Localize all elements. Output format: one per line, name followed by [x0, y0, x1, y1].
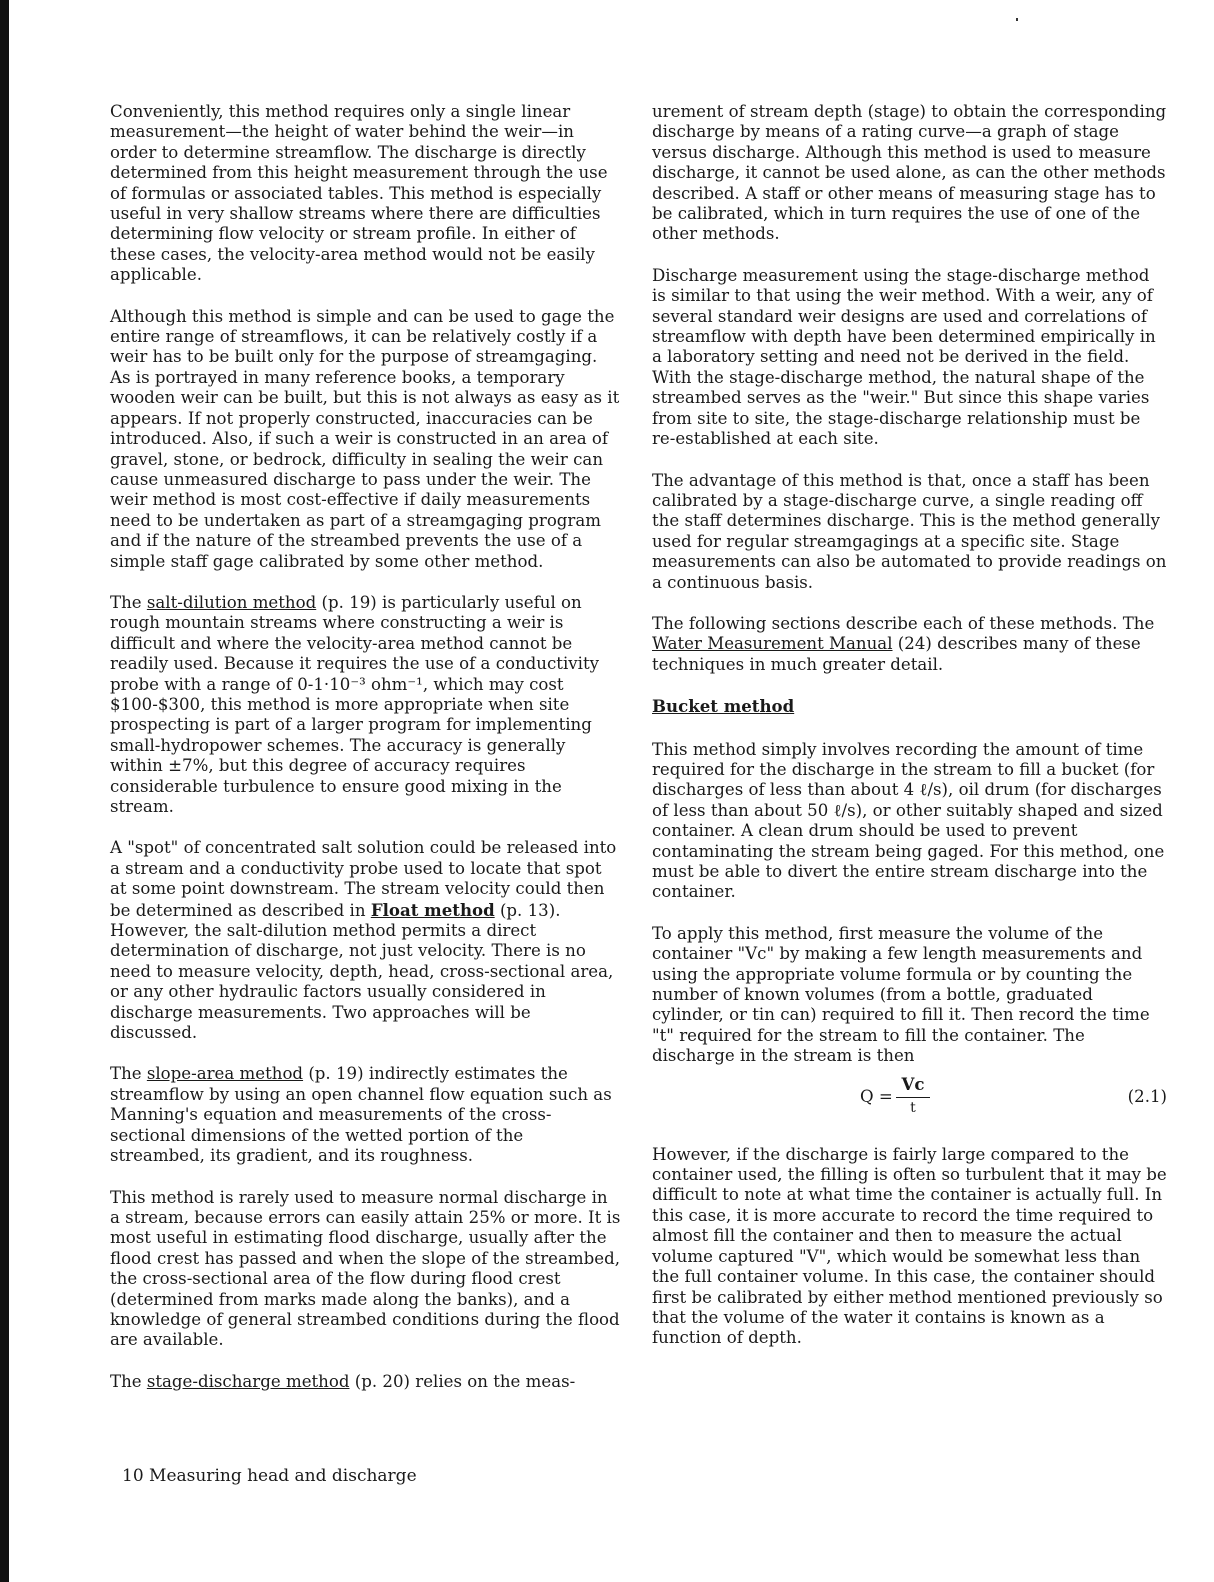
right-column — [652, 102, 1167, 1370]
paragraph-slope-area-usage: This method is rarely used to measure normal discharge in a stream, because errors can easily attain 25% or more. It is most useful in estimating flood discharge, usually after the flood crest has passed and when the slope of the streambed, the cross-sectional area of the flow during flood crest (determined from marks made along the banks), and a knowledge of general streambed conditions during the flood are available. — [110, 1187, 621, 1350]
equation-fraction — [896, 1073, 930, 1118]
paragraph-weir-convenience: Conveniently, this method requires only a single linear measurement—the height of water behind the weir—in order to determine streamflow. The discharge is directly determined from this height measurement through the use of formulas or associated tables. This method is especially useful in very shallow streams where there are difficulties determining flow velocity or stream profile. In either of these cases, the velocity-area method would not be easily applicable. — [110, 102, 608, 285]
slope-area-link[interactable]: slope-area method — [146, 1064, 304, 1084]
paragraph-bucket-turbulence: However, if the discharge is fairly large compared to the container used, the filling is often so turbulent that it may be difficult to note at what time the container is actually full. In this case, it is more accurate to record the time required to almost fill the container and then to measure the actual volume captured "V", which would be somewhat less than the full container volume. In this case, the container should first be calibrated by either method mentioned previously so that the volume of the water it contains is known as a function of depth. — [652, 1144, 1167, 1348]
paragraph-sections-intro: The following sections describe each of these methods. The Water Measurement Manual (24) describes many of these techniques in much greater detail. — [652, 613, 1155, 674]
paragraph-stage-advantage: The advantage of this method is that, once a staff has been calibrated by a stage-discharge curve, a single reading off the staff determines discharge. This is the method generally used for regular streamgagings at a specific site. Stage measurements can also be automated to provide readings on a continuous basis. — [652, 470, 1167, 592]
paragraph-stage-measurement: urement of stream depth (stage) to obtain the corresponding discharge by means of a rating curve—a graph of stage versus discharge. Although this method is used to measure discharge, it cannot be used alone, as can the other methods described. A staff or other means of measuring stage has to be calibrated, which in turn requires the use of one of the other methods. — [652, 102, 1167, 244]
equation-2-1 — [652, 1073, 1167, 1125]
float-method-link[interactable]: Float method — [370, 899, 495, 920]
salt-dilution-link[interactable]: salt-dilution method — [146, 592, 317, 612]
paragraph-bucket-procedure: To apply this method, first measure the volume of the container "Vc" by making a few length measurements and using the appropriate volume formula or by counting the number of known volumes (from a bottle, graduated cylinder, or tin can) required to fill it. Then record the time "t" required for the stream to fill the container. The discharge in the stream is then — [652, 923, 1150, 1066]
scan-left-edge — [0, 0, 9, 1582]
paragraph-slope-area: The slope-area method (p. 19) indirectly estimates the streamflow by using an open channel flow equation such as Manning's equation and measurements of the cross-sectional dimensions of the wetted portion of the streambed, its gradient, and its roughness. — [110, 1064, 612, 1166]
paragraph-stage-vs-weir: Discharge measurement using the stage-discharge method is similar to that using the weir method. With a weir, any of several standard weir designs are used and correlations of streamflow with depth have been determined empirically in a laboratory setting and need not be derived in the field. With the stage-discharge method, the natural shape of the streambed serves as the "weir." But since this shape varies from site to site, the stage-discharge relationship must be re-established at each site. — [652, 265, 1156, 449]
equation-denominator: t — [910, 1099, 916, 1116]
scan-speck — [1016, 18, 1018, 21]
page-footer: 10 Measuring head and discharge — [122, 1466, 417, 1486]
paragraph-stage-discharge-intro: The stage-discharge method (p. 20) relies on the meas- — [110, 1371, 576, 1391]
equation-lhs: Q = — [860, 1086, 893, 1106]
bucket-method-heading: Bucket method — [652, 696, 795, 717]
paragraph-bucket-method: This method simply involves recording the amount of time required for the discharge in the stream to fill a bucket (for discharges of less than about 4 ℓ/s), oil drum (for discharges of less than about 50 ℓ/s), or other suitably shaped and sized container. A clean drum should be used to prevent contaminating the stream being gaged. For this method, one must be able to divert the entire stream discharge into the container. — [652, 739, 1165, 902]
paragraph-weir-cost: Although this method is simple and can be used to gage the entire range of streamflows, it can be relatively costly if a weir has to be built only for the purpose of streamgaging. As is portrayed in many reference books, a temporary wooden weir can be built, but this is not always as easy as it appears. If not properly constructed, inaccuracies can be introduced. Also, if such a weir is constructed in an area of gravel, stone, or bedrock, difficulty in sealing the weir can cause unmeasured discharge to pass under the weir. The weir method is most cost-effective if daily measurements need to be undertaken as part of a streamgaging program and if the nature of the streambed prevents the use of a simple staff gage calibrated by some other method. — [110, 306, 620, 571]
left-column — [110, 102, 622, 1413]
equation-numerator: Vc — [896, 1073, 930, 1098]
equation-number: (2.1) — [1127, 1086, 1167, 1106]
paragraph-salt-dilution: The salt-dilution method (p. 19) is particularly useful on rough mountain streams where constructing a weir is difficult and where the velocity-area method cannot be readily used. Because it requires the use of a conductivity probe with a range of 0-1·10⁻³ ohm⁻¹, which may cost $100-$300, this method is more appropriate when site prospecting is part of a larger program for implementing small-hydropower schemes. The accuracy is generally within ±7%, but this degree of accuracy requires considerable turbulence to ensure good mixing in the stream. — [110, 592, 599, 816]
stage-discharge-link[interactable]: stage-discharge method — [146, 1371, 350, 1391]
water-measurement-manual-link[interactable]: Water Measurement Manual — [652, 634, 893, 654]
paragraph-salt-spot: A "spot" of concentrated salt solution could be released into a stream and a conductivity probe used to locate that spot at some point downstream. The stream velocity could then be determined as described in Float method (p. 13). However, the salt-dilution method permits a direct determination of discharge, not just velocity. There is no need to measure velocity, depth, head, cross-sectional area, or any other hydraulic factors usually considered in discharge measurements. Two approaches will be discussed. — [110, 838, 617, 1043]
